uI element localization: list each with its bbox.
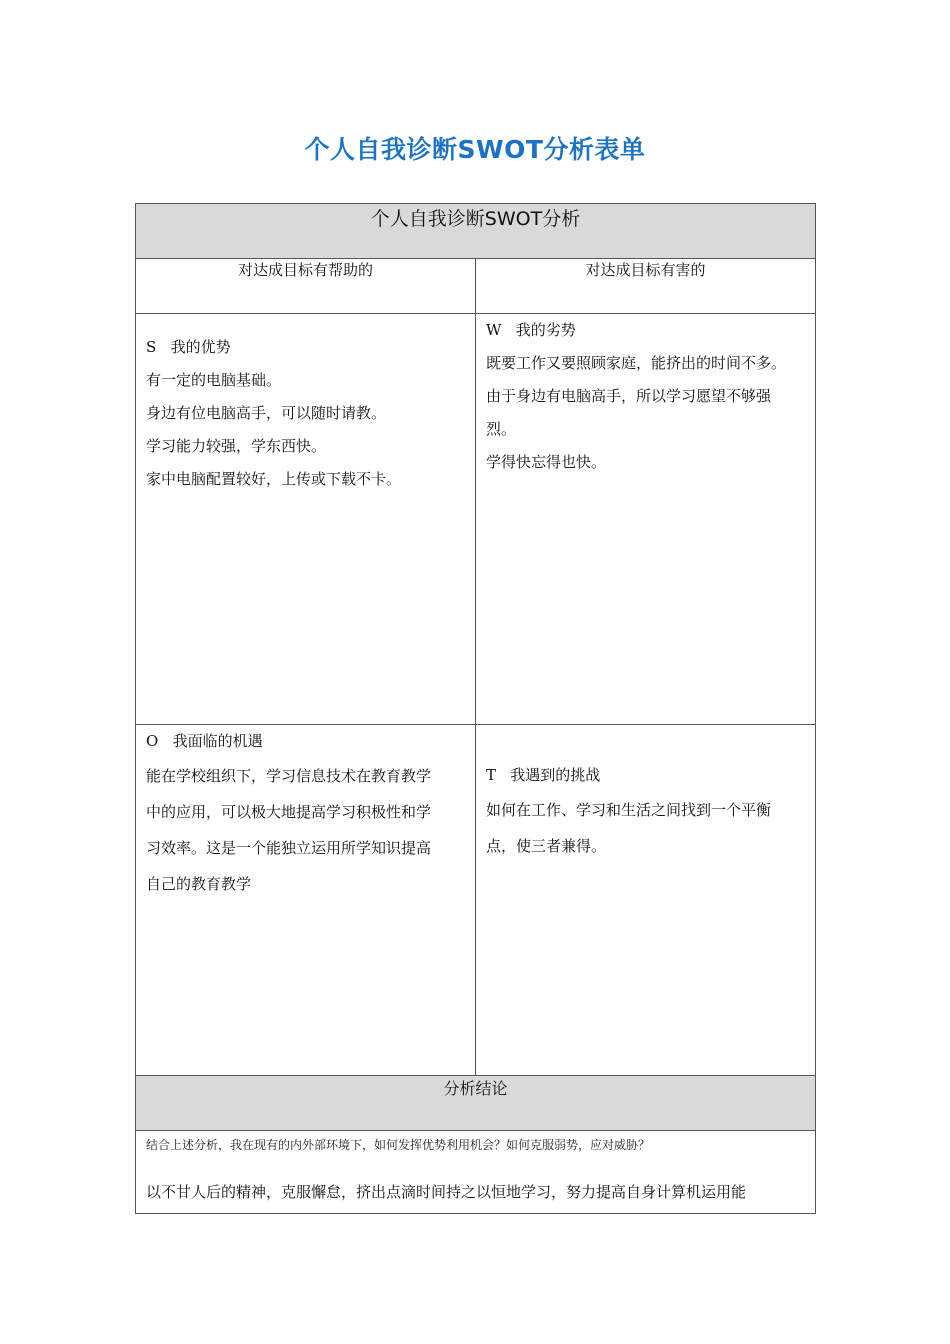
weakness-item: 既要工作又要照顾家庭，能挤出的时间不多。	[486, 354, 787, 372]
threats-title: T 我遇到的挑战	[486, 766, 601, 784]
page-title: 个人自我诊断SWOT分析表单	[304, 135, 646, 164]
threat-item: 点，使三者兼得。	[486, 837, 607, 855]
helpful-column-header: 对达成目标有帮助的	[136, 259, 476, 314]
opportunity-item: 能在学校组织下，学习信息技术在教育教学	[146, 767, 432, 785]
opportunities-title: O 我面临的机遇	[146, 732, 263, 750]
weakness-item: 由于身边有电脑高手，所以学习愿望不够强	[486, 387, 772, 405]
table-header: 个人自我诊断SWOT分析	[136, 204, 816, 259]
strength-item: 身边有位电脑高手，可以随时请教。	[146, 404, 387, 422]
conclusion-header: 分析结论	[136, 1076, 816, 1131]
opportunity-item: 中的应用，可以极大地提高学习积极性和学	[146, 803, 432, 821]
swot-table	[135, 203, 816, 1214]
conclusion-cell	[136, 1131, 816, 1214]
conclusion-question: 结合上述分析，我在现有的内外部环境下，如何发挥优势利用机会？如何克服弱势，应对威胁？	[146, 1138, 651, 1152]
threats-cell	[476, 725, 816, 1076]
weakness-item: 学得快忘得也快。	[486, 453, 607, 471]
threat-item: 如何在工作、学习和生活之间找到一个平衡	[486, 801, 772, 819]
weakness-item: 烈。	[486, 420, 517, 438]
harmful-column-header: 对达成目标有害的	[476, 259, 816, 314]
opportunities-cell	[136, 725, 476, 1076]
strength-item: 家中电脑配置较好，上传或下载不卡。	[146, 470, 402, 488]
conclusion-answer: 以不甘人后的精神，克服懈怠，挤出点滴时间持之以恒地学习，努力提高自身计算机运用能	[146, 1183, 747, 1201]
weaknesses-title: W 我的劣势	[486, 321, 576, 339]
strength-item: 学习能力较强，学东西快。	[146, 437, 327, 455]
weaknesses-cell	[476, 314, 816, 725]
strength-item: 有一定的电脑基础。	[146, 371, 282, 389]
strengths-cell	[136, 314, 476, 725]
strengths-title: S 我的优势	[146, 338, 231, 356]
opportunity-item: 自己的教育教学	[146, 875, 252, 893]
opportunity-item: 习效率。这是一个能独立运用所学知识提高	[146, 839, 432, 857]
